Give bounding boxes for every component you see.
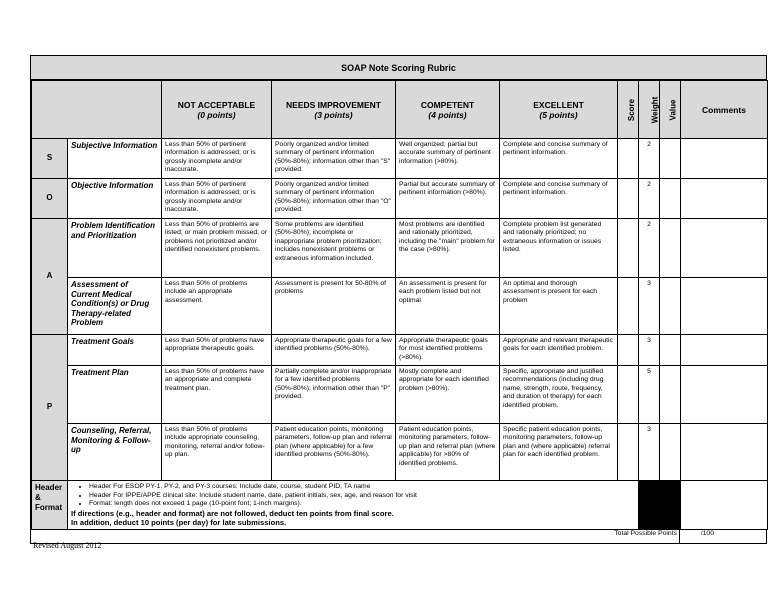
col-points: (0 points) <box>197 109 236 120</box>
col-excellent <box>500 81 618 139</box>
blackout-cell <box>639 481 681 530</box>
col-points: (3 points) <box>314 109 353 120</box>
section-label: O <box>32 179 68 219</box>
col-weight-label: Weight <box>650 96 660 124</box>
header-blank <box>32 81 162 139</box>
value-cell[interactable] <box>660 424 681 481</box>
weight-cell: 5 <box>639 366 660 424</box>
table-row <box>32 278 768 335</box>
value-cell[interactable] <box>660 366 681 424</box>
rubric-table <box>31 80 768 530</box>
cell-needs-improvement: Assessment is present for 50-80% of problems <box>272 278 396 335</box>
col-comments: Comments <box>681 81 768 139</box>
total-row <box>31 524 767 544</box>
total-divider <box>679 524 680 544</box>
total-value: /100 <box>700 530 714 537</box>
comments-cell[interactable] <box>681 219 768 278</box>
value-cell[interactable] <box>660 278 681 335</box>
rubric-title: SOAP Note Scoring Rubric <box>31 56 766 80</box>
col-score <box>618 81 639 139</box>
score-cell[interactable] <box>618 278 639 335</box>
cell-excellent: Complete and concise summary of pertinent information. <box>500 179 618 219</box>
score-cell[interactable] <box>618 424 639 481</box>
cell-not-acceptable: Less than 50% of problems include appropriate counseling, monitoring, referral and/or follow-up plan. <box>162 424 272 481</box>
col-label: NEEDS IMPROVEMENT <box>286 99 381 110</box>
cell-competent: Partial but accurate summary of pertinent information (>80%). <box>396 179 500 219</box>
criterion-label: Assessment of Current Medical Condition(s) or Drug Therapy-related Problem <box>68 278 162 335</box>
comments-cell[interactable] <box>681 424 768 481</box>
col-score-label: Score <box>627 98 637 122</box>
table-row <box>32 139 768 179</box>
col-label: EXCELLENT <box>533 99 584 110</box>
weight-cell: 3 <box>639 424 660 481</box>
weight-cell: 2 <box>639 179 660 219</box>
deduction-note: If directions (e.g., header and format) are not followed, deduct ten points from final score. <box>71 508 394 518</box>
section-label: S <box>32 139 68 179</box>
col-points: (4 points) <box>428 109 467 120</box>
cell-needs-improvement: Appropriate therapeutic goals for a few identified problems (50%-80%). <box>272 335 396 366</box>
cell-needs-improvement: Poorly organized and/or limited summary of pertinent information (50%-80%); information other than "O" provided. <box>272 179 396 219</box>
table-row <box>32 335 768 366</box>
total-label: Total Possible Points <box>614 530 677 537</box>
criterion-label: Subjective Information <box>68 139 162 179</box>
col-label: COMPETENT <box>420 99 475 110</box>
cell-competent: Appropriate therapeutic goals for most identified problems (>80%). <box>396 335 500 366</box>
criterion-label: Objective Information <box>68 179 162 219</box>
comments-cell[interactable] <box>681 335 768 366</box>
table-row <box>32 424 768 481</box>
cell-competent: Mostly complete and appropriate for each identified problem (>80%). <box>396 366 500 424</box>
cell-needs-improvement: Patient education points, monitoring parameters, follow-up plan and referral plan (where applicable) for a few identified problems (50%-80%). <box>272 424 396 481</box>
cell-needs-improvement: Partially complete and/or inappropriate for a few identified problems (50%-80%); information other than "P" provided. <box>272 366 396 424</box>
col-value <box>660 81 681 139</box>
table-row <box>32 219 768 278</box>
cell-competent: An assessment is present for each problem listed but not optimal <box>396 278 500 335</box>
value-cell[interactable] <box>660 335 681 366</box>
col-label: NOT ACCEPTABLE <box>177 99 256 110</box>
cell-competent: Most problems are identified and rationally prioritized, including the "main" problem for the case (>80%). <box>396 219 500 278</box>
list-item: • Header For IPPE/APPE clinical site: Include student name, date, patient initials, sex, age, and reason for visit <box>89 492 635 501</box>
cell-not-acceptable: Less than 50% of problems have an appropriate and complete treatment plan. <box>162 366 272 424</box>
comments-cell[interactable] <box>681 481 768 530</box>
score-cell[interactable] <box>618 219 639 278</box>
weight-cell: 2 <box>639 139 660 179</box>
cell-competent: Well organized; partial but accurate summary of pertinent information (>80%). <box>396 139 500 179</box>
header-row <box>32 81 768 139</box>
score-cell[interactable] <box>618 366 639 424</box>
comments-cell[interactable] <box>681 366 768 424</box>
criterion-label: Treatment Plan <box>68 366 162 424</box>
cell-not-acceptable: Less than 50% of problems have appropriate therapeutic goals. <box>162 335 272 366</box>
criterion-label: Counseling, Referral, Monitoring & Follow-up <box>68 424 162 481</box>
value-cell[interactable] <box>660 139 681 179</box>
value-cell[interactable] <box>660 179 681 219</box>
comments-cell[interactable] <box>681 179 768 219</box>
revision-note: Revised August 2012 <box>33 541 102 550</box>
section-label: A <box>32 219 68 335</box>
score-cell[interactable] <box>618 179 639 219</box>
col-needs-improvement <box>272 81 396 139</box>
criterion-label: Treatment Goals <box>68 335 162 366</box>
list-item: • Format: length does not exceed 1 page (10-point font; 1-inch margins). <box>89 500 635 509</box>
cell-excellent: Complete problem list generated and rationally prioritized; no extraneous information or issues listed. <box>500 219 618 278</box>
header-format-body <box>68 481 639 530</box>
late-note: In addition, deduct 10 points (per day) for late submissions. <box>71 517 287 527</box>
cell-not-acceptable: Less than 50% of pertinent information is addressed; or is grossly incomplete and/or inaccurate. <box>162 179 272 219</box>
col-weight <box>639 81 660 139</box>
score-cell[interactable] <box>618 335 639 366</box>
header-format-row <box>32 481 768 530</box>
cell-excellent: Complete and concise summary of pertinent information. <box>500 139 618 179</box>
col-value-label: Value <box>668 99 678 121</box>
rubric-sheet <box>30 55 767 544</box>
cell-competent: Patient education points, monitoring parameters, follow-up plan and referral plan (where applicable) for >80% of identified problems. <box>396 424 500 481</box>
comments-cell[interactable] <box>681 278 768 335</box>
col-points: (5 points) <box>539 109 578 120</box>
weight-cell: 2 <box>639 219 660 278</box>
criterion-label: Problem Identification and Prioritization <box>68 219 162 278</box>
score-cell[interactable] <box>618 139 639 179</box>
col-not-acceptable <box>162 81 272 139</box>
table-row <box>32 179 768 219</box>
table-row <box>32 366 768 424</box>
header-format-label: Header & Format <box>32 481 68 530</box>
cell-needs-improvement: Some problems are identified (50%-80%); incomplete or inappropriate problem prioritization; includes nonexistent problems or extraneous information included. <box>272 219 396 278</box>
cell-not-acceptable: Less than 50% of problems are listed; or main problem missed; or problems not prioritized and/or identified nonexistent problems. <box>162 219 272 278</box>
cell-not-acceptable: Less than 50% of problems include an appropriate assessment. <box>162 278 272 335</box>
cell-excellent: Specific patient education points, monitoring parameters, follow-up plan and (where applicable) referral plan for each identified problem. <box>500 424 618 481</box>
comments-cell[interactable] <box>681 139 768 179</box>
section-label: P <box>32 335 68 481</box>
weight-cell: 3 <box>639 335 660 366</box>
cell-excellent: Specific, appropriate and justified recommendations (including drug name, strength, route, frequency, and duration of therapy) for each identified problem. <box>500 366 618 424</box>
list-item: • Header For ESOP PY-1, PY-2, and PY-3 courses: Include date, course, student PID, TA name <box>89 483 635 492</box>
cell-excellent: Appropriate and relevant therapeutic goals for each identified problem. <box>500 335 618 366</box>
cell-excellent: An optimal and thorough assessment is present for each problem <box>500 278 618 335</box>
header-format-bullets <box>71 483 635 509</box>
cell-needs-improvement: Poorly organized and/or limited summary of pertinent information (50%-80%); information other than "S" provided. <box>272 139 396 179</box>
cell-not-acceptable: Less than 50% of pertinent information is addressed; or is grossly incomplete and/or inaccurate. <box>162 139 272 179</box>
value-cell[interactable] <box>660 219 681 278</box>
col-competent <box>396 81 500 139</box>
weight-cell: 3 <box>639 278 660 335</box>
